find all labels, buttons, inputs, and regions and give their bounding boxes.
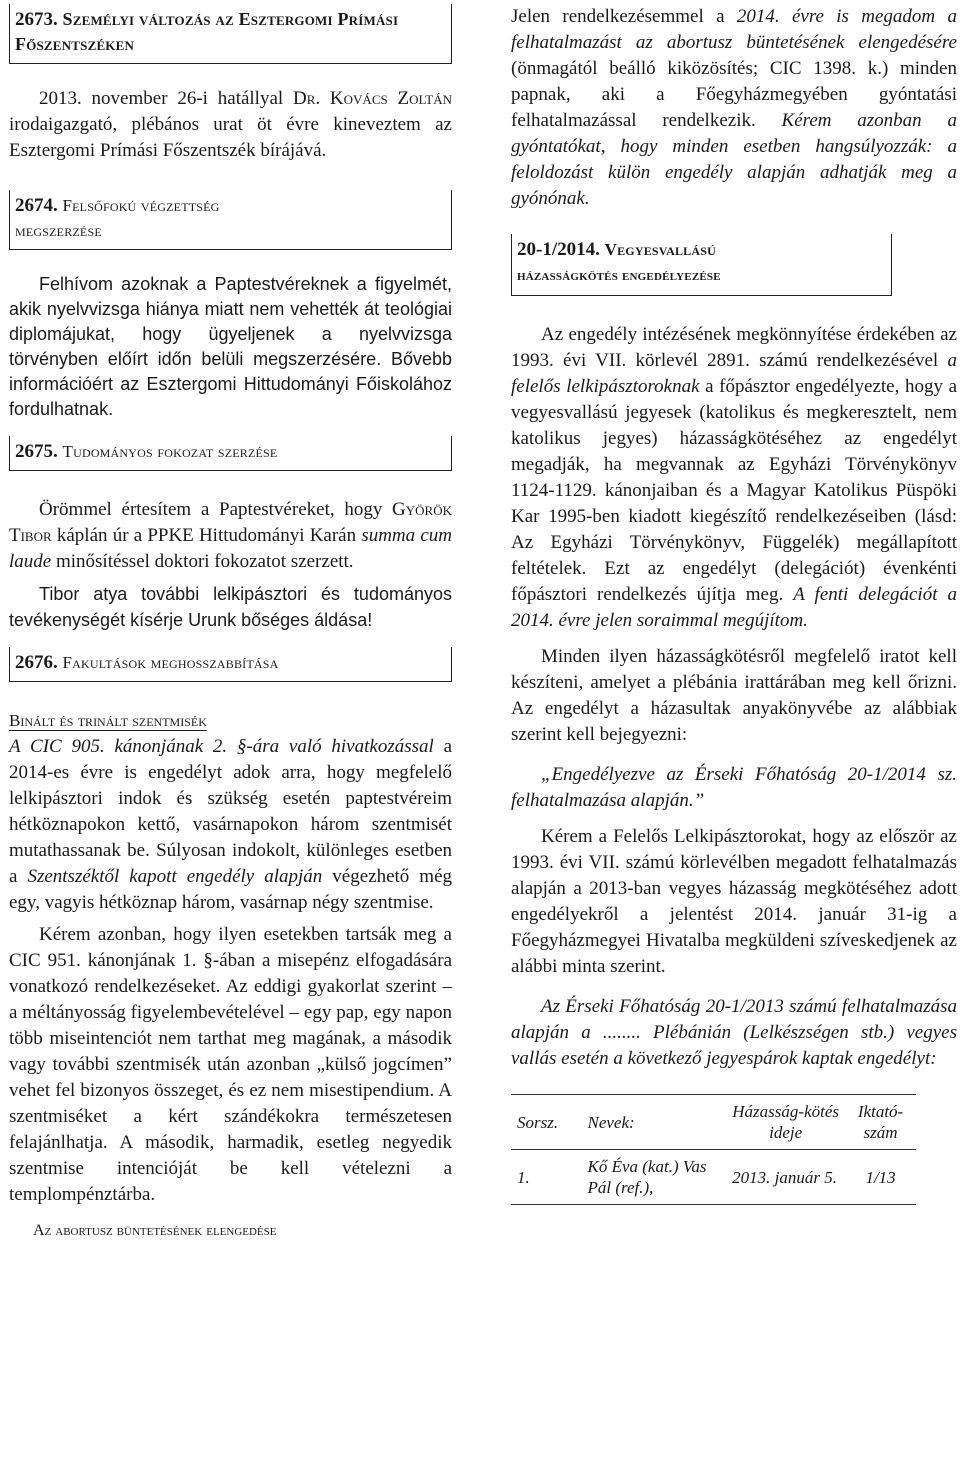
section-title: Felsőfokú végzettség <box>62 196 220 215</box>
section-number: 2675. <box>15 441 58 462</box>
paragraph: Felhívom azoknak a Paptestvéreknek a figyelmét, akik nyelvvizsga hiánya miatt nem vehették át teológiai diplomájukat, hogy ügyeljenek a nyelvvizsga törvényben előírt időn belüli megszerzésére. Bővebb információért az Esztergomi Hittudományi Főiskolához fordulhatnak. <box>9 274 452 419</box>
section-header-20-1-2014 <box>511 234 892 296</box>
paragraph: 2013. november 26-i hatállyal Dr. Kovács Zoltán irodaigazgató, plébános urat öt évre kineveztem az Esztergomi Prímási Főszentszék bírájává. <box>9 88 452 161</box>
sample-table <box>511 1094 916 1205</box>
next-section-title: Az abortusz büntetésének elengedése <box>33 1222 277 1239</box>
section-header-2674 <box>9 190 452 250</box>
table-cell: 2013. január 5. <box>726 1150 845 1205</box>
section-header-2676 <box>9 647 452 682</box>
table-header: Iktató-szám <box>845 1095 916 1150</box>
quoted-formula: „Engedélyezve az Érseki Főhatóság 20-1/2014 sz. felhatalmazása alapján.” <box>511 764 957 811</box>
table-header: Nevek: <box>582 1095 727 1150</box>
table-cell: 1. <box>511 1150 582 1205</box>
section-number: 2674. <box>15 195 58 216</box>
subsection-title: Binált és trinált szentmisék <box>9 711 207 730</box>
section-number: 2673. <box>15 9 58 30</box>
section-header-2675 <box>9 436 452 471</box>
table-header: Házasság-kötés ideje <box>726 1095 845 1150</box>
left-column <box>9 4 452 1244</box>
paragraph: Jelen rendelkezésemmel a 2014. évre is megadom a felhatalmazást az abortusz büntetésének elengedésére (önmagától beálló kiközösítés; CIC 1398. k.) minden papnak, aki a Főegyházmegyében gyóntatási felhatalmazással rendelkezik. Kérem azonban a gyóntatókat, hogy minden esetben hangsúlyozzák: a feloldozást külön engedély alapján adhatják meg a gyónónak. <box>511 6 957 209</box>
paragraph: Örömmel értesítem a Paptestvéreket, hogy Györök Tibor káplán úr a PPKE Hittudományi Karán summa cum laude minősítéssel doktori fokozatot szerzett. <box>9 499 452 572</box>
section-title-cont: házasságkötés engedélyezése <box>517 268 721 284</box>
section-title: Tudományos fokozat szerzése <box>62 442 278 461</box>
paragraph: Kérem a Felelős Lelkipásztorokat, hogy az először az 1993. évi VII. számú körlevélben megadott felhatalmazás alapján a 2013-ban vegyes házasság megkötéséhez adott engedélyekről a jelentést 2014. január 31-ig a Főegyházmegyei Hivatalba megküldeni szíveskedjenek az alábbi minta szerint. <box>511 826 957 977</box>
paragraph: Az Érseki Főhatóság 20-1/2013 számú felhatalmazása alapján a ........ Plébánián (Lelkészségen stb.) vegyes vallás esetén a következő jegyespárok kaptak engedélyt: <box>511 996 957 1069</box>
section-title: Vegyesvallású <box>604 240 716 259</box>
section-header-2673 <box>9 4 452 64</box>
paragraph: Kérem azonban, hogy ilyen esetekben tartsák meg a CIC 951. kánonjának 1. §-ában a misepénz elfogadására vonatkozó rendelkezéseket. Az eddigi gyakorlat szerint – a méltányosság figyelembevételével – egy pap, egy napon több miseintenciót nem tarthat meg magának, a második vagy további szentmisék után azonban „külső jogcímen” vehet fel bizonyos összeget, és ez nem misestipendium. A szentmiséket a kért szándékokra természetesen felajánlhatja. A második, harmadik, esetleg negyedik szentmise intencióját be kell vételezni a templompénztárba. <box>9 924 452 1205</box>
right-column <box>511 4 957 1205</box>
section-number: 20-1/2014. <box>517 239 600 260</box>
table-row <box>511 1150 916 1205</box>
person-name: Dr. Kovács Zoltán <box>292 88 452 109</box>
paragraph: A CIC 905. kánonjának 2. §-ára való hivatkozással a 2014-es évre is engedélyt adok arra, hogy megfelelő lelkipásztori indok és szükség esetén paptestvéreim hétköznapokon kettő, vasárnapokon három szentmisét mutathassanak be. Súlyosan indokolt, különleges esetben a Szentszéktől kapott engedély alapján végezhető még egy, vagyis hétköznap három, vasárnap négy szentmise. <box>9 736 452 913</box>
paragraph: Minden ilyen házasságkötésről megfelelő iratot kell készíteni, amelyet a plébánia irattárában meg kell őrizni. Az engedélyt a házasultak anyakönyvébe az alábbiak szerint kell bejegyezni: <box>511 646 957 745</box>
section-title-cont: megszerzése <box>15 221 102 240</box>
table-cell: 1/13 <box>845 1150 916 1205</box>
table-header-row <box>511 1095 916 1150</box>
section-title: Személyi változás az Esztergomi Prímási Főszentszéken <box>15 9 399 54</box>
table-cell: Kő Éva (kat.) Vas Pál (ref.), <box>582 1150 727 1205</box>
paragraph: Az engedély intézésének megkönnyítése érdekében az 1993. évi VII. körlevél 2891. számú rendelkezésével a felelős lelkipásztoroknak a főpásztor engedélyezte, hogy a vegyesvallású jegyesek (katolikus és megkeresztelt, nem katolikus jegyes) házasságkötéséhez az engedélyt megadják, ha megvannak az Egyházi Törvénykönyv 1124-1129. kánonjaiban és a Magyar Katolikus Püspöki Kar 1995-ben kiadott kiegészítő rendelkezéseiben (lásd: Az Egyházi Törvénykönyv, Függelék) megállapított feltételek. Ezt az engedélyt (delegációt) évenkénti főpásztori rendelkezés újítja meg. A fenti delegációt a 2014. évre jelen soraimmal megújítom. <box>511 324 958 631</box>
section-number: 2676. <box>15 652 58 673</box>
person-name: Györök Tibor <box>9 499 452 546</box>
paragraph: Tibor atya további lelkipásztori és tudományos tevékenységét kísérje Urunk bőséges áldása! <box>9 584 452 630</box>
table-header: Sorsz. <box>511 1095 582 1150</box>
section-title: Fakultások meghosszabbítása <box>62 653 279 672</box>
